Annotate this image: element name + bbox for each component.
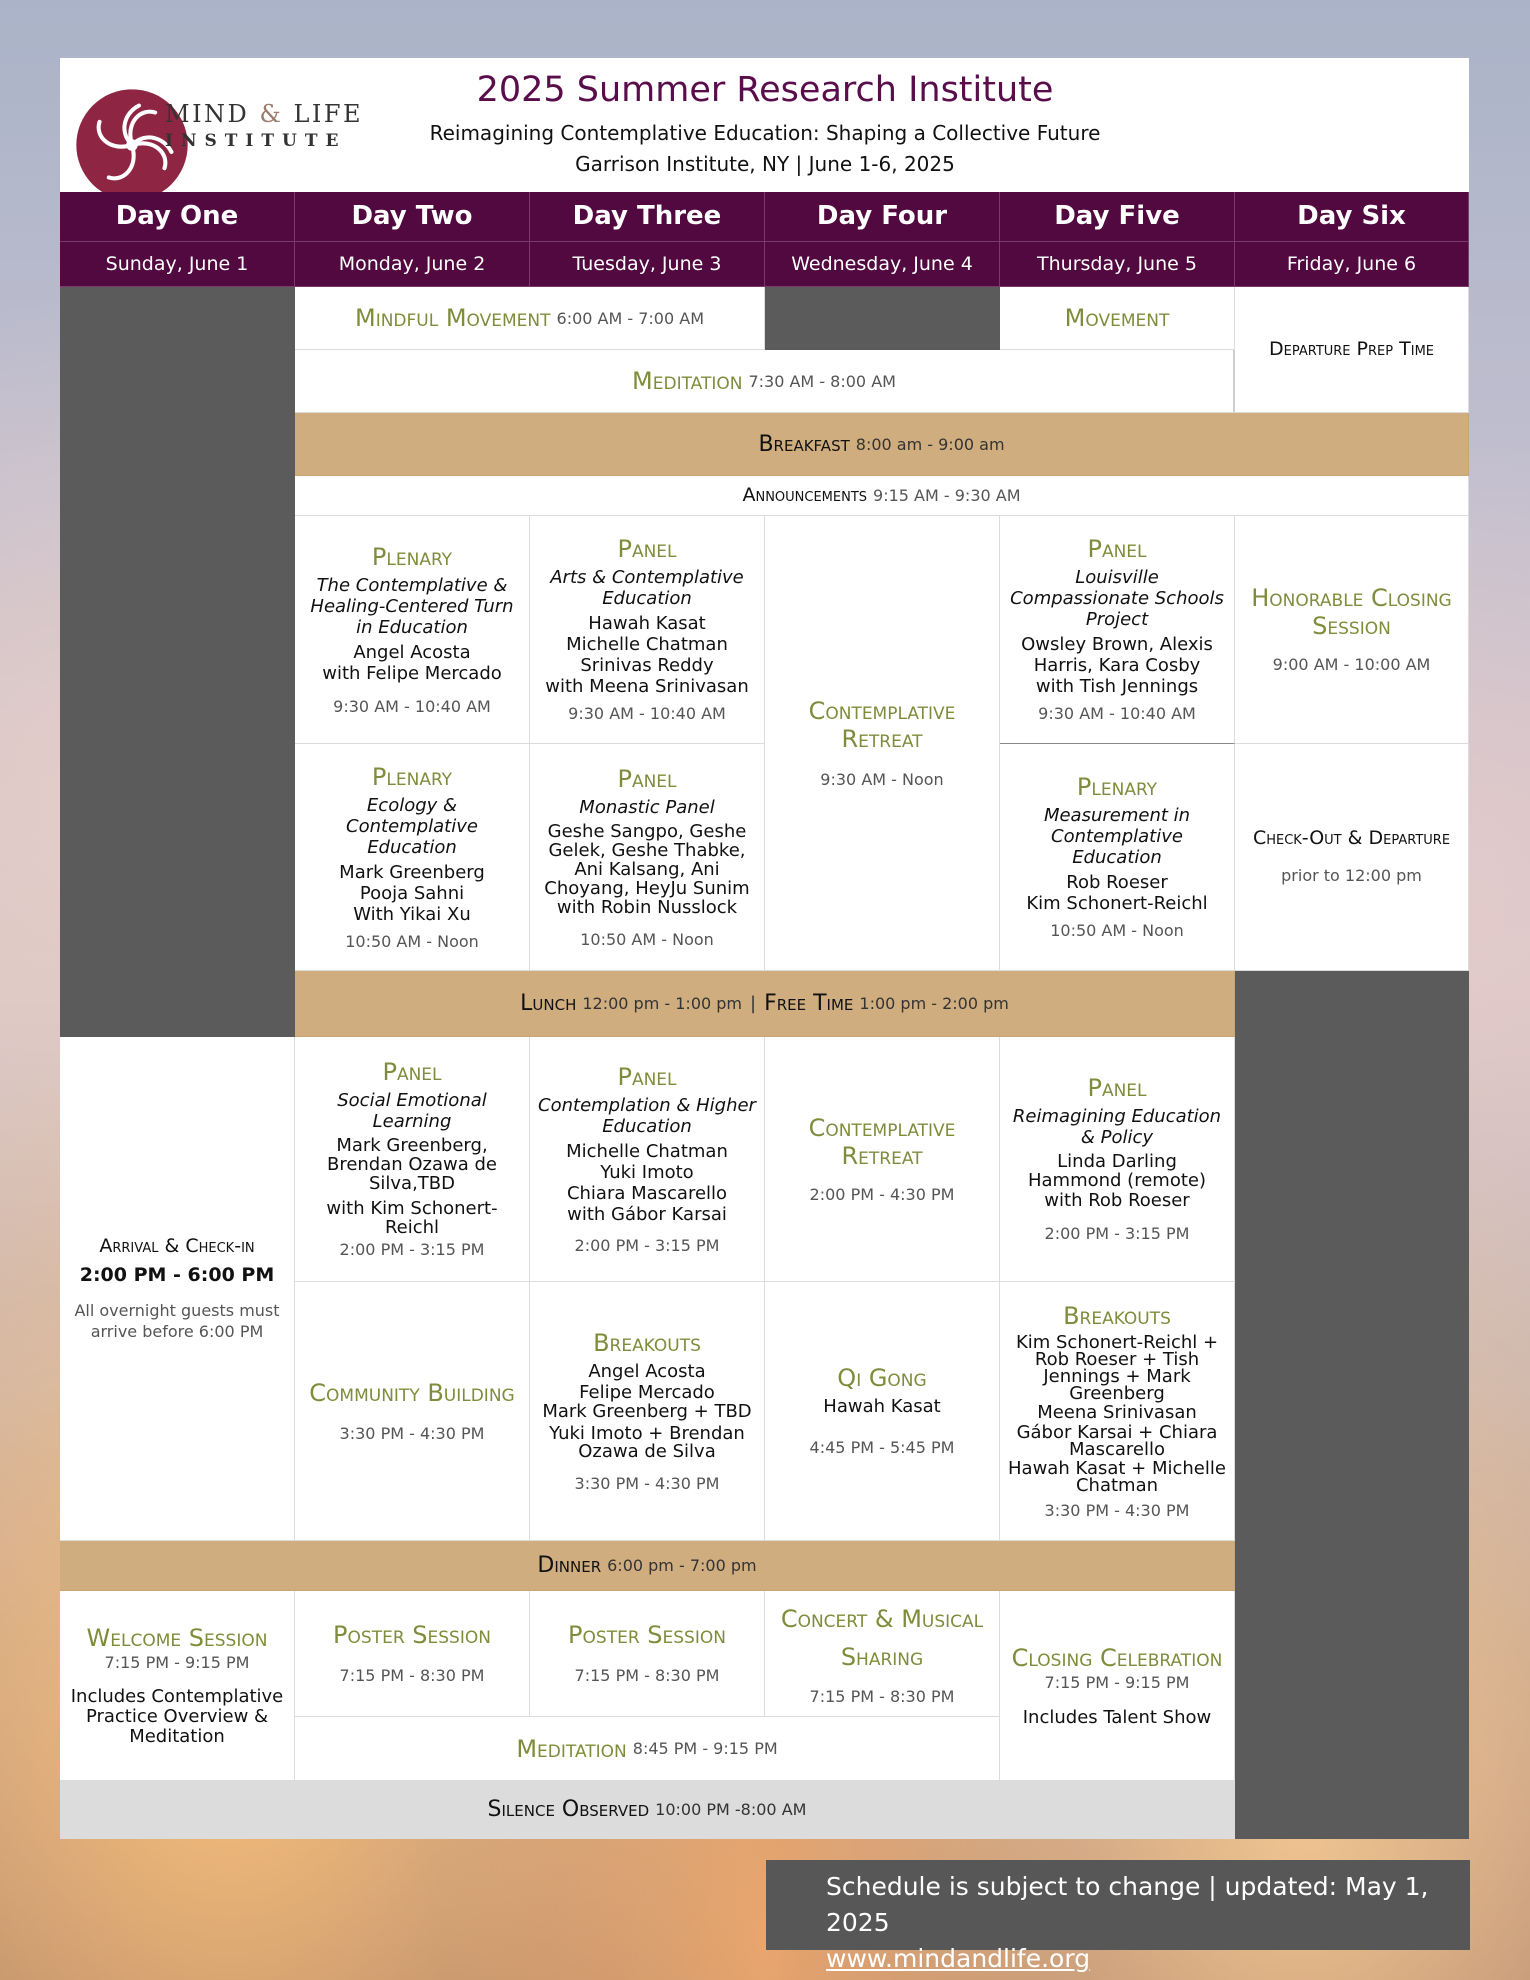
evening-meditation: Meditation 8:45 PM - 9:15 PM xyxy=(295,1717,1000,1781)
date-header-3: Tuesday, June 3 xyxy=(530,242,765,287)
d2-panel-sel: Panel Social Emotional Learning Mark Greenberg, Brendan Ozawa de Silva,TBD with Kim Schonert-Reichl 2:00 PM - 3:15 PM xyxy=(295,1037,530,1282)
d4-qi-gong: Qi Gong Hawah Kasat 4:45 PM - 5:45 PM xyxy=(765,1282,1000,1541)
d2-plenary-2: Plenary Ecology & Contemplative Education Mark Greenberg Pooja Sahni With Yikai Xu 10:50 AM - Noon xyxy=(295,744,530,971)
breakfast-band: Breakfast 8:00 am - 9:00 am xyxy=(295,413,1469,476)
poster-session-d2: Poster Session 7:15 PM - 8:30 PM xyxy=(295,1591,530,1717)
d5-breakouts: Breakouts Kim Schonert-Reichl + Rob Roeser + Tish Jennings + Mark Greenberg Meena Srinivasan Gábor Karsai + Chiara Mascarello Hawah Kasat + Michelle Chatman 3:30 PM - 4:30 PM xyxy=(1000,1282,1235,1541)
poster-session-d3: Poster Session 7:15 PM - 8:30 PM xyxy=(530,1591,765,1717)
d6-checkout: Check-Out & Departure prior to 12:00 pm xyxy=(1235,744,1469,971)
date-header-6: Friday, June 6 xyxy=(1235,242,1469,287)
d5-plenary-2: Plenary Measurement in Contemplative Education Rob Roeser Kim Schonert-Reichl 10:50 AM - Noon xyxy=(1000,744,1235,971)
d5-panel-1: Panel Louisville Compassionate Schools Project Owsley Brown, Alexis Harris, Kara Cosby with Tish Jennings 9:30 AM - 10:40 AM xyxy=(1000,516,1235,744)
concert-musical-sharing: Concert & Musical Sharing 7:15 PM - 8:30 PM xyxy=(765,1591,1000,1717)
d5-panel-policy: Panel Reimagining Education & Policy Linda Darling Hammond (remote) with Rob Roeser 2:00 PM - 3:15 PM xyxy=(1000,1037,1235,1282)
d3-panel-higher-ed: Panel Contemplation & Higher Education Michelle Chatman Yuki Imoto Chiara Mascarello with Gábor Karsai 2:00 PM - 3:15 PM xyxy=(530,1037,765,1282)
date-header-1: Sunday, June 1 xyxy=(60,242,295,287)
website-link[interactable]: www.mindandlife.org xyxy=(826,1944,1091,1973)
day-header-5: Day Five xyxy=(1000,192,1235,242)
day-header-6: Day Six xyxy=(1235,192,1469,242)
date-header-5: Thursday, June 5 xyxy=(1000,242,1235,287)
d3-panel-1: Panel Arts & Contemplative Education Hawah Kasat Michelle Chatman Srinivas Reddy with Meena Srinivasan 9:30 AM - 10:40 AM xyxy=(530,516,765,744)
silence-observed-band: Silence Observed 10:00 PM -8:00 AM xyxy=(60,1781,1235,1839)
morning-meditation-slot: Meditation 7:30 AM - 8:00 AM xyxy=(295,350,1235,413)
day-header-1: Day One xyxy=(60,192,295,242)
mindful-movement-slot: Mindful Movement 6:00 AM - 7:00 AM xyxy=(295,287,765,350)
movement-slot: Movement xyxy=(1000,287,1235,350)
day-header-2: Day Two xyxy=(295,192,530,242)
lunch-free-time-band: Lunch 12:00 pm - 1:00 pm | Free Time 1:00 pm - 2:00 pm xyxy=(295,971,1235,1037)
d6-honorable-closing: Honorable Closing Session 9:00 AM - 10:00 AM xyxy=(1235,516,1469,744)
institute-wordmark: MIND & LIFE INSTITUTE xyxy=(165,100,364,151)
d4-contemplative-retreat-2: Contemplative Retreat 2:00 PM - 4:30 PM xyxy=(765,1037,1000,1282)
d1-arrival-checkin: Arrival & Check-in 2:00 PM - 6:00 PM All overnight guests must arrive before 6:00 PM xyxy=(60,1037,295,1541)
update-note: Schedule is subject to change | updated: May 1, 2025 xyxy=(826,1872,1429,1937)
welcome-session: Welcome Session 7:15 PM - 9:15 PM Includes Contemplative Practice Overview & Meditation xyxy=(60,1591,295,1781)
event-location-dates: Garrison Institute, NY | June 1-6, 2025 xyxy=(575,152,955,176)
departure-prep-slot: Departure Prep Time xyxy=(1235,287,1469,413)
day6-blocked-afternoon xyxy=(1235,971,1469,1839)
closing-celebration: Closing Celebration 7:15 PM - 9:15 PM Includes Talent Show xyxy=(1000,1591,1235,1781)
page-title: 2025 Summer Research Institute xyxy=(476,70,1054,110)
announcements-band: Announcements 9:15 AM - 9:30 AM xyxy=(295,476,1469,516)
d3-panel-2: Panel Monastic Panel Geshe Sangpo, Geshe Gelek, Geshe Thabke, Ani Kalsang, Ani Choyang, HeyJu Sunim with Robin Nusslock 10:50 AM - Noon xyxy=(530,744,765,971)
page-subtitle: Reimagining Contemplative Education: Shaping a Collective Future xyxy=(429,121,1101,145)
day-header-4: Day Four xyxy=(765,192,1000,242)
date-header-4: Wednesday, June 4 xyxy=(765,242,1000,287)
day4-blocked-movement xyxy=(765,287,1000,350)
d4-contemplative-retreat-1: Contemplative Retreat 9:30 AM - Noon xyxy=(765,516,1000,971)
d2-plenary-1: Plenary The Contemplative & Healing-Centered Turn in Education Angel Acosta with Felipe Mercado 9:30 AM - 10:40 AM xyxy=(295,516,530,744)
schedule-grid xyxy=(60,192,1469,1839)
d2-community-building: Community Building 3:30 PM - 4:30 PM xyxy=(295,1282,530,1541)
d3-breakouts: Breakouts Angel Acosta Felipe Mercado Mark Greenberg + TBD Yuki Imoto + Brendan Ozawa de Silva 3:30 PM - 4:30 PM xyxy=(530,1282,765,1541)
dinner-band: Dinner 6:00 pm - 7:00 pm xyxy=(60,1541,1235,1591)
day-header-3: Day Three xyxy=(530,192,765,242)
footer-note xyxy=(766,1860,1470,1973)
day1-blocked-morning xyxy=(60,287,295,1037)
date-header-2: Monday, June 2 xyxy=(295,242,530,287)
